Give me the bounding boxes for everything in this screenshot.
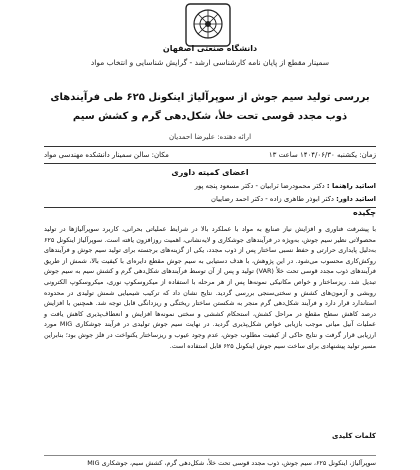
university-logo-icon (184, 2, 232, 48)
committee-members (44, 180, 376, 206)
advisors-row (44, 180, 376, 193)
advisors-names: دکتر محمودرضا ترابیان - دکتر مسعود پنجه پور (194, 182, 325, 190)
divider-middle (44, 163, 376, 164)
seminar-place: مکان: سالن سمینار دانشکده مهندسی مواد (44, 151, 169, 159)
reviewers-label: اساتید داور: (336, 195, 376, 203)
reviewers-row (44, 193, 376, 206)
divider-abstract (44, 207, 376, 208)
abstract-text: با پیشرفت فناوری و افزایش نیاز صنایع به مواد با عملکرد بالا در شرایط عملیاتی بحرانی، کاربرد سوپرآلیاژها در تولید محصولاتی نظیر سیم جوش، به‌ویژه در فرآیندهای جوشکاری و لایه‌نشانی، اهمیت روزافزون یافته است. سوپرآلیاژ اینکونل ۶۲۵ به‌دلیل پایداری حرارتی و حفظ نسبی ساختار پس از ذوب مجدد، یکی از گزینه‌های برجسته برای تولید سیم جوش و فرآیندهای روکش‌کاری محسوب می‌شود. در این پژوهش، با هدف دستیابی به سیم جوش مقطع دایره‌ای با کیفیت بالا، شمش از طریق فرآیندهای ذوب مجدد قوسی تحت خلأ (VAR) تولید و پس از آن توسط فرآیندهای شکل‌دهی گرم و کشش سیم به سیم جوش تبدیل شد. ریزساختار و خواص مکانیکی نمونه‌ها پس از هر مرحله با استفاده از میکروسکوپ نوری، میکروسکوپ الکترونی روبشی و آزمون‌های کشش و سختی‌سنجی بررسی گردید. نتایج نشان داد که ترکیب شیمیایی شمش تولیدی در محدوده استاندارد قرار دارد و فرآیند شکل‌دهی گرم منجر به شکستن ساختار ریختگی و ریزدانگی قابل توجه شد. همچنین با افزایش درصد کاهش سطح مقطع در مراحل کشش، استحکام کششی و سختی نمونه‌ها افزایش و انعطاف‌پذیری کاهش یافت و عملیات آنیل میانی موجب بازیابی خواص شکل‌پذیری گردید. در نهایت سیم جوش تولیدی در فرآیند جوشکاری MIG مورد ارزیابی قرار گرفت و نتایج حاکی از کیفیت مطلوب جوش، عدم وجود عیوب و ریزساختار یکنواخت در فلز جوش بود؛ بنابراین مسیر تولید پیشنهادی برای ساخت سیم جوش اینکونل ۶۲۵ قابل استفاده است. (44, 225, 376, 350)
thesis-title: بررسی تولید سیم جوش از سوپرآلیاژ اینکونل ۶۲۵ طی فرآیندهای ذوب مجدد قوسی تحت خلأ، شکل‌دهی گرم و کشش سیم (50, 92, 370, 122)
divider-top (44, 146, 376, 147)
advisors-label: اساتید راهنما : (326, 182, 376, 190)
committee-heading: اعضای کمیته داوری (171, 168, 249, 177)
keywords-heading: کلمات کلیدی (332, 432, 376, 440)
abstract-heading: چکیده (352, 208, 376, 217)
seminar-subtitle: سمینار مقطع از پایان نامه کارشناسی ارشد - گرایش شناسایی و انتخاب مواد (90, 58, 330, 67)
date-place-row (44, 151, 376, 159)
reviewers-names: دکتر ابوذر طاهری زاده - دکتر احمد رضاییان (211, 195, 334, 203)
keywords-text: سوپرآلیاژ، اینکونل ۶۲۵، سیم جوش، ذوب مجدد قوسی تحت خلأ، شکل‌دهی گرم، کشش سیم، جوشکاری MIG (44, 455, 376, 467)
university-name: دانشگاه صنعتی اصفهان (162, 44, 258, 53)
seminar-date: زمان: یکشنبه ۱۴۰۴/۰۶/۳۰ ساعت ۱۳ (268, 151, 376, 159)
presenter: ارائه دهنده: علیرضا احمدیان (168, 133, 252, 141)
